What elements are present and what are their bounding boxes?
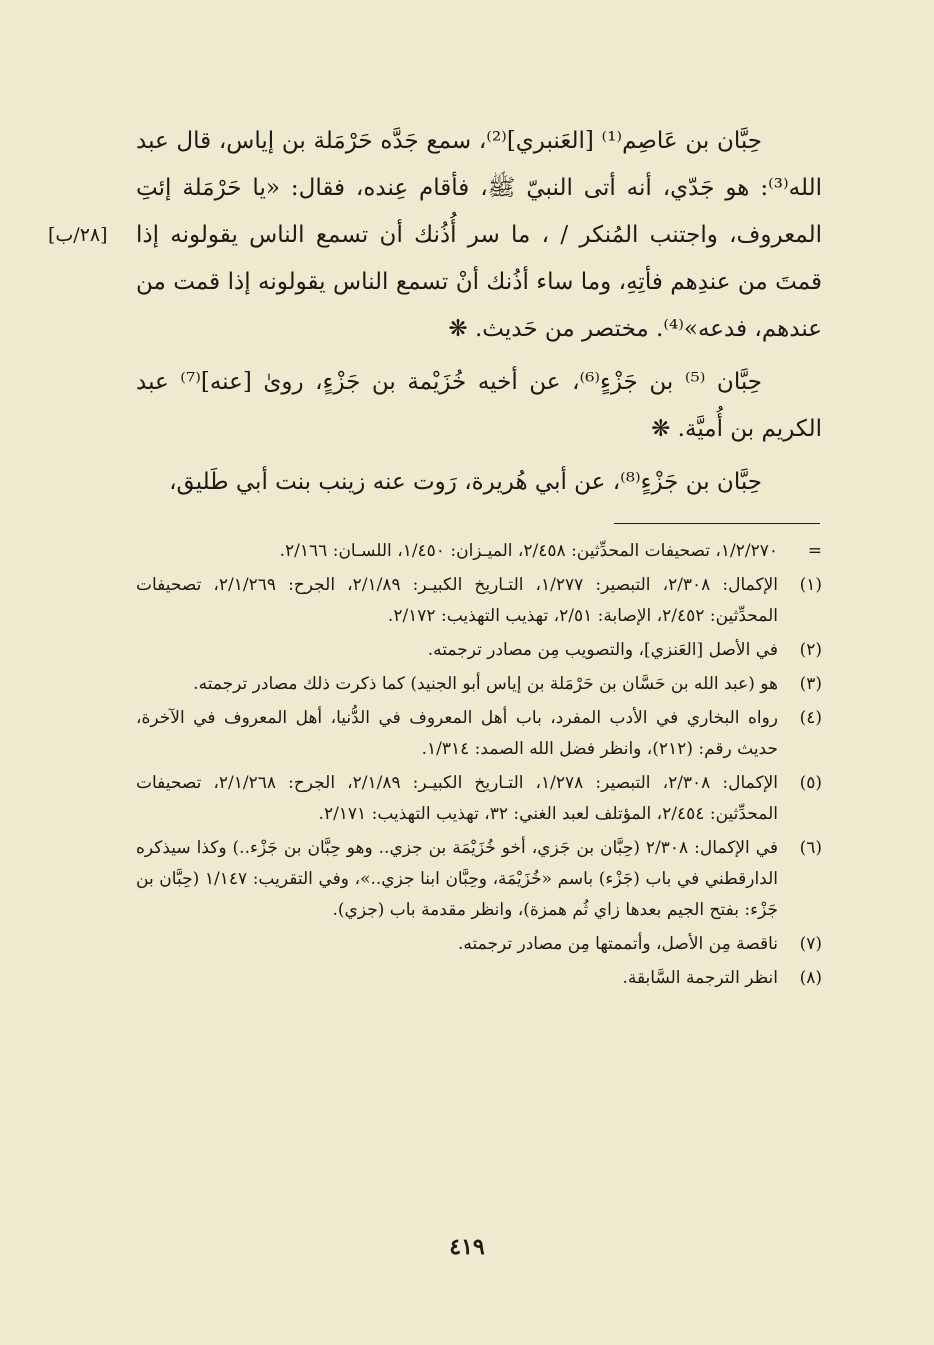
footnote-5 <box>136 768 822 830</box>
footnote-text: ناقصة مِن الأصل، وأتممتها مِن مصادر ترجمته. <box>458 934 778 954</box>
footnote-7 <box>136 929 822 960</box>
footnote-marker: (٦) <box>799 838 822 858</box>
footnote-continuation <box>136 536 822 567</box>
footnote-3 <box>136 669 822 700</box>
manuscript-folio-marker: [٢٨/ب] <box>48 224 108 246</box>
footnote-separator <box>614 523 820 524</box>
main-text <box>136 118 822 512</box>
footnotes <box>136 536 822 997</box>
footnote-marker: (٤) <box>799 708 822 728</box>
entry-hibban-ibn-asim: حِبَّان بن عَاصِم⁽¹⁾ [العَنبري]⁽²⁾، سمع جَدَّه حَرْمَلة بن إياس، قال عبد الله⁽³⁾: هو جَدّي، أنه أتى النبيّ ﷺ، فأقام عِنده، فقال: «يا حَرْمَلة إئتِ المعروف، واجتنب المُنكر / ، ما سر أُذُنك أن تسمع الناس يقولونه إذا قمتَ من عندِهم فأتِهِ، وما ساء أذُنك أنْ تسمع الناس يقولونه إذا قمت من عندهم، فدعه»⁽⁴⁾. مختصر من حَديث. ❋ <box>136 128 822 342</box>
footnote-2 <box>136 635 822 666</box>
footnote-text: رواه البخاري في الأدب المفرد، باب أهل المعروف في الدُّنيا، أهل المعروف في الآخرة، حديث رقم: (٢١٢)، وانظر فضل الله الصمد: ١/٣١٤. <box>136 708 778 759</box>
footnote-marker: = <box>807 541 822 561</box>
footnote-6 <box>136 833 822 926</box>
footnote-text: في الأصل [العَنزي]، والتصويب مِن مصادر ترجمته. <box>427 640 778 660</box>
footnote-text: الإكمال: ٢/٣٠٨، التبصير: ١/٢٧٧، التـاريخ الكبيـر: ٢/١/٨٩، الجرح: ٢/١/٢٦٩، تصحيفات المحدِّثين: ٢/٤٥٢، الإصابة: ٢/٥١، تهذيب التهذيب: ٢/١٧٢. <box>136 575 778 626</box>
entry-hibban-ibn-jaz-1: حِبَّان ⁽⁵⁾ بن جَزْءٍ⁽⁶⁾، عن أخيه خُزَيْمة بن جَزْءٍ، روىٰ [عنه]⁽⁷⁾ عبد الكريم بن أُميَّة. ❋ <box>136 369 822 442</box>
footnote-marker: (١) <box>799 575 822 595</box>
footnote-text: الإكمال: ٢/٣٠٨، التبصير: ١/٢٧٨، التـاريخ الكبيـر: ٢/١/٨٩، الجرح: ٢/١/٢٦٨، تصحيفات المحدِّثين: ٢/٤٥٤، المؤتلف لعبد الغني: ٣٢، تهذيب التهذيب: ٢/١٧١. <box>136 773 778 824</box>
footnote-8 <box>136 963 822 994</box>
footnote-text: هو (عبد الله بن حَسَّان بن حَرْمَلة بن إياس أبو الجنيد) كما ذكرت ذلك مصادر ترجمته. <box>193 674 778 694</box>
footnote-text: انظر الترجمة السَّابقة. <box>622 968 778 988</box>
footnote-marker: (٥) <box>799 773 822 793</box>
footnote-marker: (٢) <box>799 640 822 660</box>
footnote-text: ١/٢/٢٧٠، تصحيفات المحدِّثين: ٢/٤٥٨، الميـزان: ١/٤٥٠، اللسـان: ٢/١٦٦. <box>279 541 778 561</box>
footnote-1 <box>136 570 822 632</box>
footnote-marker: (٨) <box>799 968 822 988</box>
footnote-4 <box>136 703 822 765</box>
entry-hibban-ibn-jaz-2: حِبَّان بن جَزْءٍ⁽⁸⁾، عن أبي هُريرة، رَوت عنه زينب بنت أبي طَليق، <box>169 469 762 495</box>
footnote-marker: (٧) <box>799 934 822 954</box>
footnote-text: في الإكمال: ٢/٣٠٨ (حِبَّان بن جَزي، أخو خُزَيْمَة بن جزي.. وهو حِبَّان بن جَزْء..) وكذا سيذكره الدارقطني في باب (جَزْء) باسم «خُزَيْمَة، وحِبَّان ابنا جزي..»، وفي التقريب: ١/١٤٧ (حِبَّان بن جَزْء: بفتح الجيم بعدها زاي ثُم همزة)، وانظر مقدمة باب (جزي). <box>136 838 779 920</box>
page-number: ٤١٩ <box>449 1234 485 1260</box>
footnote-marker: (٣) <box>799 674 822 694</box>
